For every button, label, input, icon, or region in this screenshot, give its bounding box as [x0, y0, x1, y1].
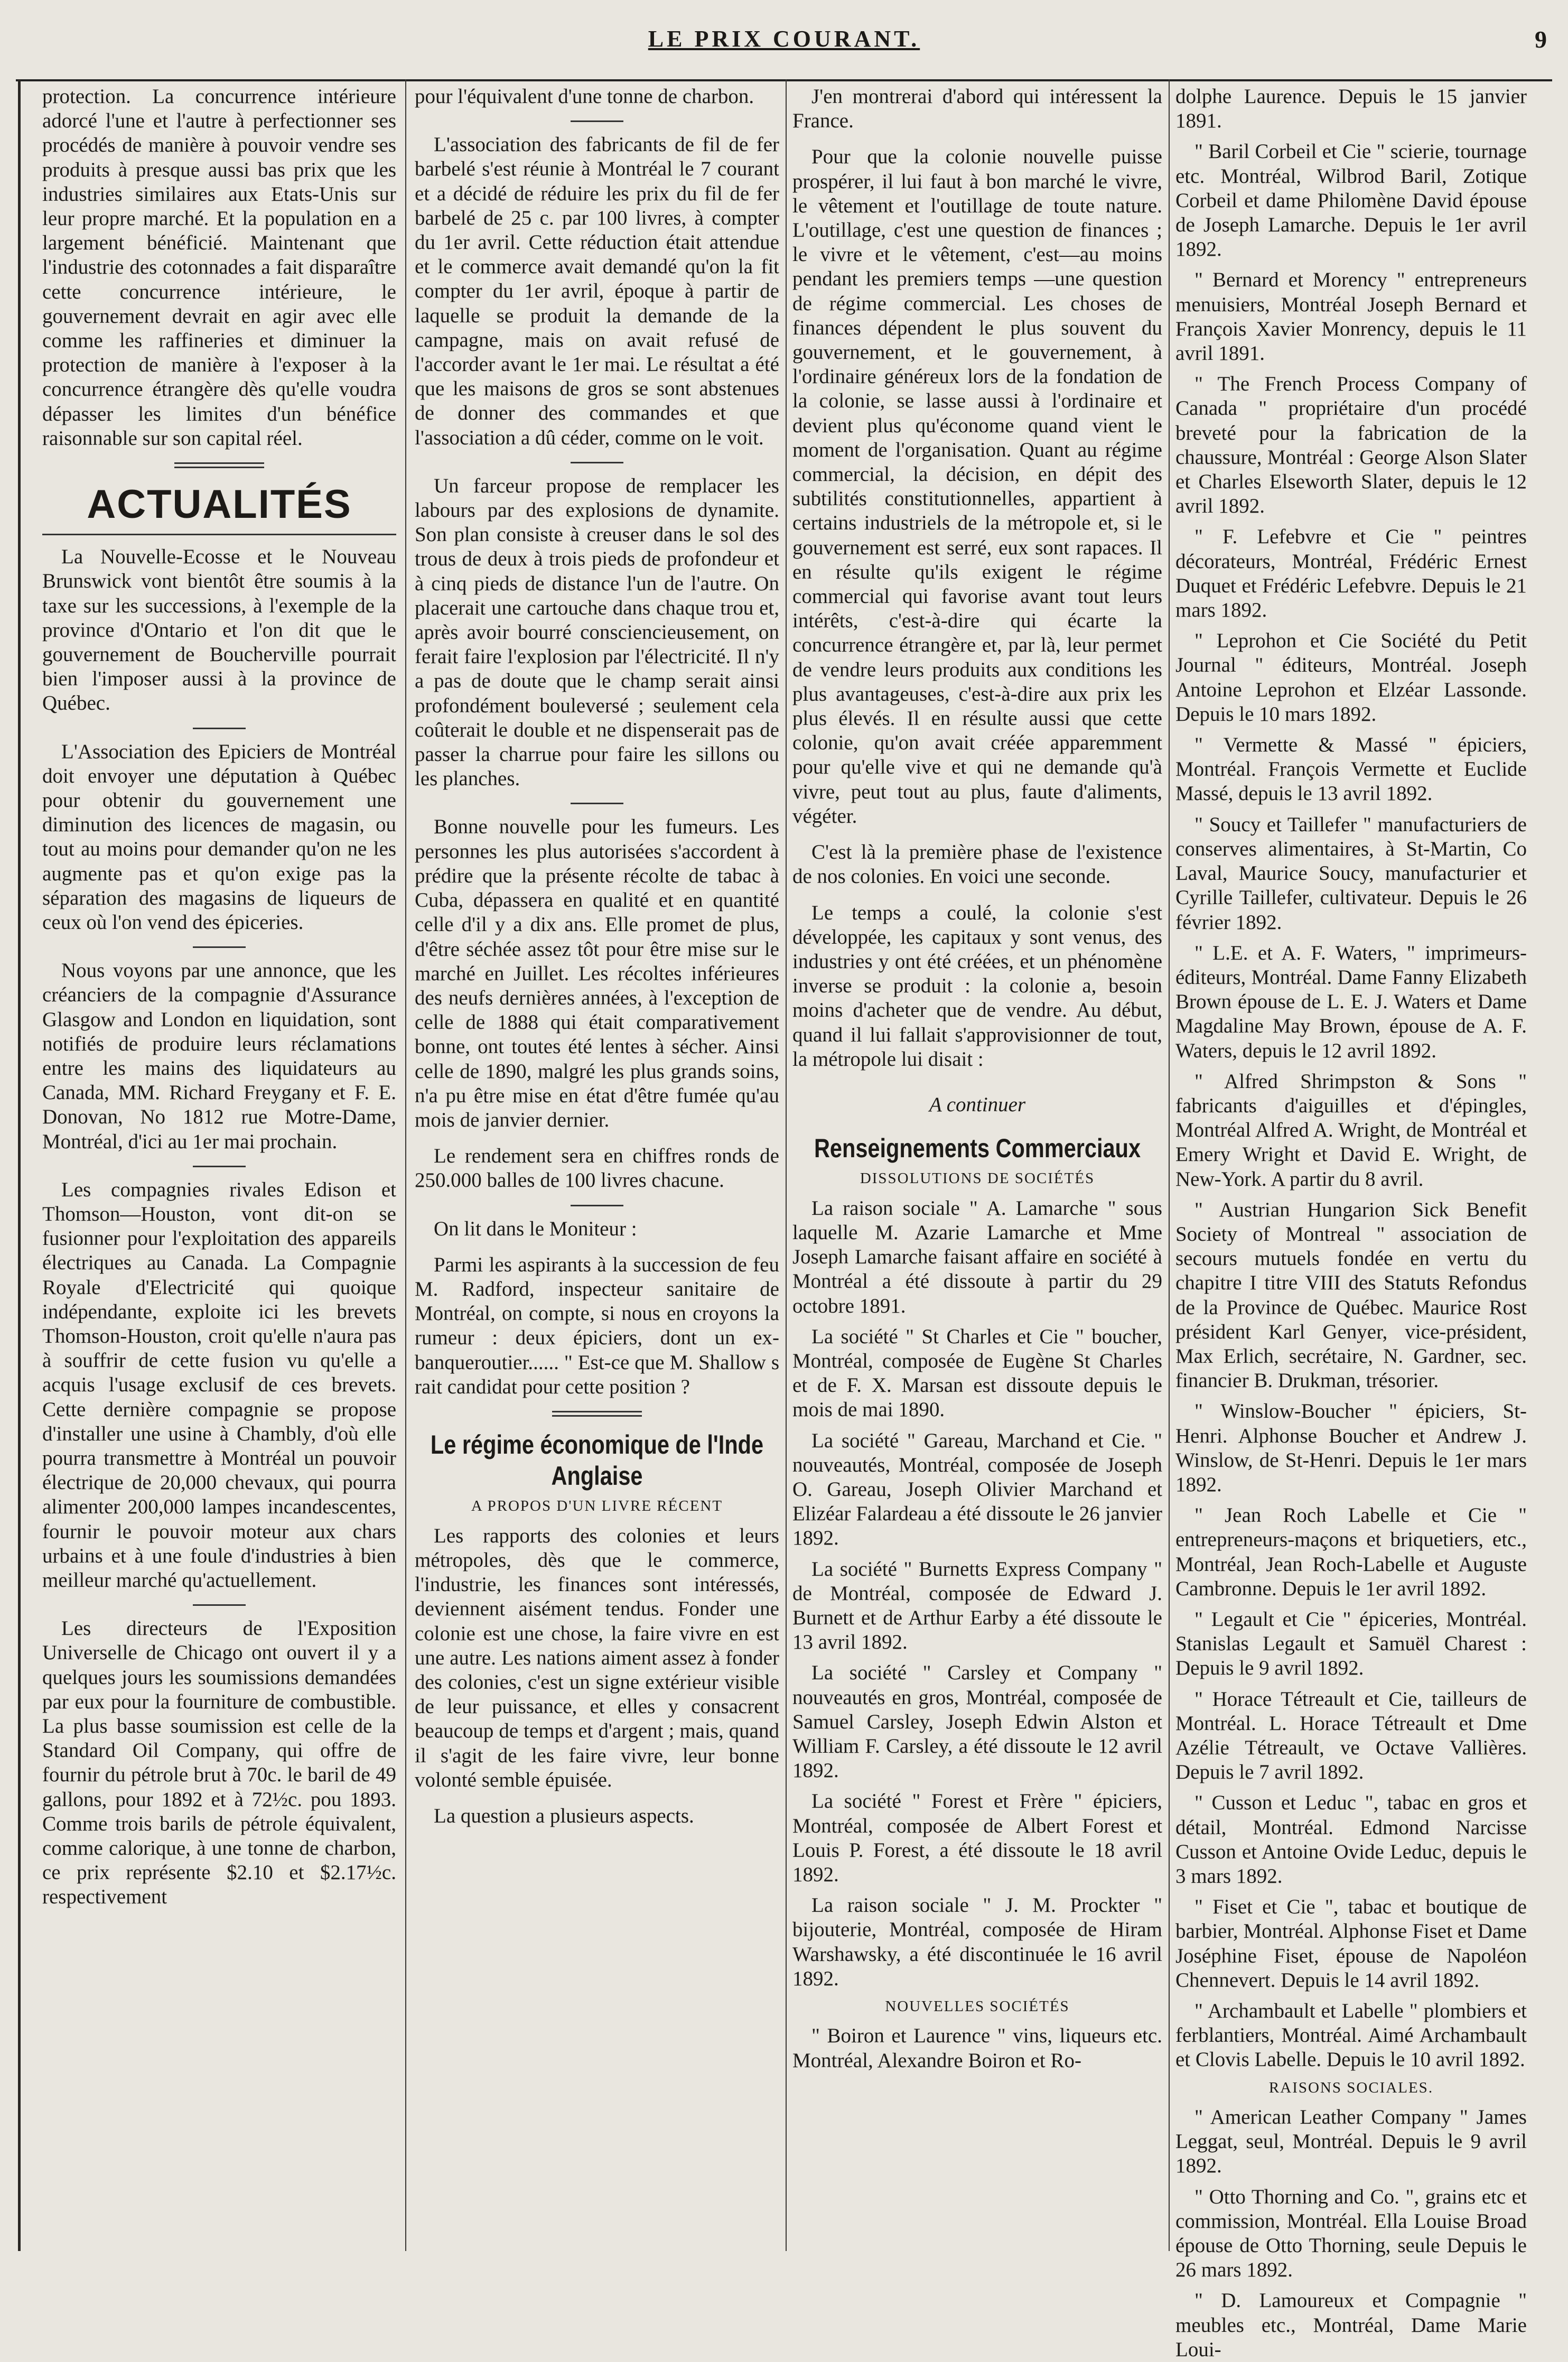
column-rule — [405, 79, 406, 2251]
news-paragraph: Nous voyons par une annonce, que les créanciers de la compagnie d'Assurance Glasgow and London en liquidation, sont notifiés de produire leurs réclamations entre les mains des liquidateurs au Canada, MM. Richard Freygany et F. E. Donovan, No 1812 rue Motre-Dame, Montréal, d'ici au 1er mai prochain. — [42, 959, 396, 1153]
listing-entry: " Vermette & Massé " épiciers, Montréal. François Vermette et Euclide Massé, depuis le 13 avril 1892. — [1175, 733, 1527, 805]
masthead — [16, 16, 1552, 81]
separator — [193, 946, 246, 948]
subsection-heading-raisons-sociales: RAISONS SOCIALES. — [1268, 2079, 1434, 2096]
column-3 — [792, 85, 1162, 2240]
listing-entry: " Soucy et Taillefer " manufacturiers de conserves alimentaires, à St-Martin, Co Laval, Maurice Soucy, manufacturier et Cyrille Taillefer, cultivateur. Depuis le 26 février 1892. — [1175, 813, 1527, 934]
separator — [571, 120, 623, 122]
listing-entry: " Otto Thorning and Co. ", grains etc et commission, Montréal. Ella Louise Broad épouse de Otto Thorning, seule Depuis le 26 mars 1892. — [1175, 2185, 1527, 2282]
listing-entry: " Archambault et Labelle " plombiers et ferblantiers, Montréal. Aimé Archambault et Clovis Labelle. Depuis le 10 avril 1892. — [1175, 2000, 1527, 2071]
article-paragraph: protection. La concurrence intérieure adorcé l'une et l'autre à perfectionner ses procédés de manière à pouvoir vendre ses produits à presque aussi bas prix que les industries similaires aux Etats-Unis sur leur propre marché. Et la population en a largement bénéficié. Maintenant que l'industrie des cotonnades a fait disparaître cette concurrence intérieure, le gouvernement devrait en agir avec elle comme les raffineries et diminuer la protection de manière à l'exposer à la concurrence étrangère dès qu'elle voudra dépasser les limites d'un bénéfice raisonnable sur son capital réel. — [42, 85, 396, 450]
article-paragraph: Les rapports des colonies et leurs métropoles, dès que le commerce, l'industrie, les finances sont intéressés, deviennent aisément tendus. Fonder une colonie est une chose, la faire vivre en est une autre. Les nations aiment assez à fonder des colonies, c'est un signe extérieur visible de leur puissance, et elles y consacrent beaucoup de temps et d'argent ; mais, quand il s'agit de les faire vivre, leur bonne volonté semble épuisée. — [415, 1524, 779, 1791]
newspaper-title: LE PRIX COURANT. — [648, 26, 920, 52]
listing-entry: " F. Lefebvre et Cie " peintres décorateurs, Montréal, Frédéric Ernest Duquet et Frédéric Lefebvre. Depuis le 21 mars 1892. — [1175, 525, 1527, 622]
listing-entry: " Leprohon et Cie Société du Petit Journal " éditeurs, Montréal. Joseph Antoine Leprohon et Elzéar Lassonde. Depuis le 10 mars 1892. — [1175, 629, 1527, 726]
separator — [571, 1205, 623, 1206]
left-margin-rule — [18, 79, 21, 2251]
news-paragraph: Parmi les aspirants à la succession de feu M. Radford, inspecteur sanitaire de Montréal, on compte, si nous en croyons la rumeur : deux épiciers, dont un ex-banqueroutier...... " Est-ce que M. Shallow s rait candidat pour cette position ? — [415, 1253, 779, 1398]
listing-entry: dolphe Laurence. Depuis le 15 janvier 1891. — [1175, 85, 1527, 133]
column-4 — [1175, 85, 1527, 2361]
article-paragraph: La question a plusieurs aspects. — [434, 1805, 694, 1828]
listing-entry: " Alfred Shrimpston & Sons " fabricants d'aiguilles et d'épingles, Montréal Alfred A. Wright, de Montréal et Emery Wright et David E. Wright, de New-York. A partir du 8 avril. — [1175, 1070, 1527, 1191]
column-rule — [786, 79, 787, 2251]
article-heading-inde: Le régime économique de l'Inde Anglaise — [430, 1429, 764, 1491]
separator — [193, 1166, 246, 1167]
news-paragraph: L'association des fabricants de fil de fer barbelé s'est réunie à Montréal le 7 courant et a décidé de réduire les prix du fil de fer barbelé de 25 c. par 100 livres, à compter du 1er avril. Cette réduction était attendue et le commerce avait demandé qu'on la fit compter du 1er avril, époque à partir de laquelle se produit la demande de la campagne, mais on avait refusé de l'accorder avant le 1er mai. Le résultat a été que les maisons de gros se sont abstenues de donner des commandes et que l'association a dû céder, comme on le voit. — [415, 133, 779, 449]
separator — [571, 462, 623, 463]
column-2 — [415, 85, 779, 2240]
separator — [193, 728, 246, 729]
subsection-heading-nouvelles-societes: NOUVELLES SOCIÉTÉS — [885, 1998, 1070, 2015]
listing-entry: " Winslow-Boucher " épiciers, St-Henri. Alphonse Boucher et Andrew J. Winslow, de St-Henri. Depuis le 1er mars 1892. — [1175, 1400, 1527, 1496]
listing-entry: " Legault et Cie " épiceries, Montréal. Stanislas Legault et Samuël Charest : Depuis le 9 avril 1892. — [1175, 1607, 1527, 1680]
news-paragraph: On lit dans le Moniteur : — [434, 1217, 637, 1240]
listing-entry: La société " Gareau, Marchand et Cie. " nouveautés, Montréal, composée de Joseph O. Gareau, Joseph Olivier Marchand et Elizéar Falardeau a été dissoute le 26 janvier 1892. — [792, 1429, 1162, 1550]
listing-entry: " Boiron et Laurence " vins, liqueurs etc. Montréal, Alexandre Boiron et Ro- — [792, 2024, 1162, 2072]
listing-entry: La société " Burnetts Express Company " de Montréal, composée de Edward J. Burnett et de Arthur Earby a été dissoute le 13 avril 1892. — [792, 1557, 1162, 1654]
section-heading-actualites: ACTUALITÉS — [42, 481, 396, 535]
listing-entry: La raison sociale " A. Lamarche " sous laquelle M. Azarie Lamarche et Mme Joseph Lamarche faisant affaire en société à Montréal a été dissoute à partir du 29 octobre 1891. — [792, 1196, 1162, 1317]
listing-entry: " D. Lamoureux et Compagnie " meubles etc., Montréal, Dame Marie Loui- — [1175, 2289, 1527, 2361]
listing-entry: " Austrian Hungarion Sick Benefit Society of Montreal " association de secours mutuels fondée en vertu du chapitre I titre VIII des Statuts Refondus de la Province de Québec. Maurice Rost président Karl Genyer, vice-président, Max Erlich, secrétaire, N. Gardner, sec. financier B. Drukman, trésorier. — [1175, 1198, 1527, 1392]
listing-entry: " Horace Tétreault et Cie, tailleurs de Montréal. L. Horace Tétreault et Dme Azélie Tétreault, ve Octave Vallières. Depuis le 7 avril 1892. — [1175, 1687, 1527, 1784]
listing-entry: " Cusson et Leduc ", tabac en gros et détail, Montréal. Edmond Narcisse Cusson et Antoine Ovide Leduc, depuis le 3 mars 1892. — [1175, 1791, 1527, 1888]
news-paragraph: Bonne nouvelle pour les fumeurs. Les personnes les plus autorisées s'accordent à prédire que la présente récolte de tabac à Cuba, dépassera en qualité et en quantité celle d'il y a dix ans. Elle promet de plus, d'être séchée assez tôt pour être mise sur le marché en Juillet. Les récoltes inférieures des neufs dernières années, à l'exception de celle de 1888 qui était comparativement bonne, ont toutes été lentes à sécher. Ainsi celle de 1890, malgré les plus grands soins, n'a pu être mise en état d'être fumée qu'au mois de janvier dernier. — [415, 815, 779, 1131]
article-paragraph: C'est là la première phase de l'existence de nos colonies. En voici une seconde. — [792, 841, 1162, 888]
listing-entry: La société " Carsley et Company " nouveautés en gros, Montréal, composée de Samuel Carsley, Joseph Edwin Alston et William F. Carsley, a été dissoute le 12 avril 1892. — [792, 1661, 1162, 1782]
column-1 — [42, 85, 396, 2240]
listing-entry: " L.E. et A. F. Waters, " imprimeurs-éditeurs, Montréal. Dame Fanny Elizabeth Brown épouse de L. E. J. Waters et Dame Magdaline May Brown, épouse de A. F. Waters, depuis le 12 avril 1892. — [1175, 941, 1527, 1062]
separator — [193, 1604, 246, 1606]
page-number: 9 — [1535, 26, 1547, 53]
news-paragraph: Les compagnies rivales Edison et Thomson—Houston, vont dit-on se fusionner pour l'exploitation des appareils électriques au Canada. La Compagnie Royale d'Electricité qui quoique indépendante, exploite ici les brevets Thomson-Houston, croit qu'elle n'aura pas à souffrir de cette fusion vu qu'elle a acquis l'usage exclusif de ces brevets. Cette dernière compagnie se propose d'installer une usine à Chambly, d'où elle pourra transmettre à Montréal un pouvoir électrique de 20,000 chevaux, qui pourra alimenter 200,000 lampes incandescentes, fournir le pouvoir moteur aux chars urbains et à une foule d'industries à bien meilleur marché qu'actuellement. — [42, 1178, 396, 1592]
article-paragraph: J'en montrerai d'abord qui intéressent la France. — [792, 85, 1162, 133]
listing-entry: " Jean Roch Labelle et Cie " entrepreneurs-maçons et briquetiers, etc., Montréal, Jean Roch-Labelle et Auguste Cambronne. Depuis le 1er avril 1892. — [1175, 1504, 1527, 1600]
listing-entry: " Bernard et Morency " entrepreneurs menuisiers, Montréal Joseph Bernard et François Xavier Monrency, depuis le 11 avril 1891. — [1175, 268, 1527, 365]
news-paragraph: pour l'équivalent d'une tonne de charbon. — [415, 85, 754, 108]
listing-entry: La raison sociale " J. M. Prockter " bijouterie, Montréal, composée de Hiram Warshawsky, a été discontinuée le 16 avril 1892. — [792, 1894, 1162, 1990]
news-paragraph: Un farceur propose de remplacer les labours par des explosions de dynamite. Son plan consiste à creuser dans le sol des trous de deux à trois pieds de profondeur et à cinq pieds de distance l'un de l'autre. On placerait une cartouche dans chaque trou et, après avoir bourré consciencieusement, on ferait faire l'explosion par l'électricité. Il n'y a pas de doute que le champ serait ainsi profondément bouleversé ; seulement cela coûterait le double et ne dispenserait pas de passer la charrue pour faire les sillons ou les planches. — [415, 474, 779, 791]
listing-entry: " American Leather Company " James Leggat, seul, Montréal. Depuis le 9 avril 1892. — [1175, 2106, 1527, 2178]
news-paragraph: La Nouvelle-Ecosse et le Nouveau Brunswick vont bientôt être soumis à la taxe sur les successions, à l'exemple de la province d'Ontario et l'on dit que le gouvernement de Boucherville pourrait bien l'imposer aussi à la province de Québec. — [42, 545, 396, 715]
column-rule — [1169, 79, 1170, 2251]
listing-entry: La société " St Charles et Cie " boucher, Montréal, composée de Eugène St Charles et de F. X. Marsan est dissoute depuis le mois de mai 1890. — [792, 1325, 1162, 1421]
news-paragraph: L'Association des Epiciers de Montréal doit envoyer une députation à Québec pour obtenir du gouvernement une diminution des licences de magasin, ou tout au moins pour demander qu'on ne les augmente pas et qu'on exige pas la séparation des magasins de liqueurs de ceux où l'on vend des épiceries. — [42, 740, 396, 934]
article-subheading: A PROPOS D'UN LIVRE RÉCENT — [471, 1498, 723, 1515]
article-paragraph: Le temps a coulé, la colonie s'est développée, les capitaux y sont venus, des industries y ont été créées, et un phénomène inverse se produit : la colonie a, besoin moins d'acheter que de vendre. Au début, quand il lui fallait s'approvisionner de tout, la métropole lui disait : — [792, 901, 1162, 1071]
listing-entry: La société " Forest et Frère " épiciers, Montréal, composée de Albert Forest et Louis P. Forest, a été dissoute le 18 avril 1892. — [792, 1790, 1162, 1886]
news-paragraph: Le rendement sera en chiffres ronds de 250.000 balles de 100 livres chacune. — [415, 1145, 779, 1192]
listing-entry: " Fiset et Cie ", tabac et boutique de barbier, Montréal. Alphonse Fiset et Dame Joséphine Fiset, épouse de Napoléon Chennevert. Depuis le 14 avril 1892. — [1175, 1895, 1527, 1992]
section-heading-renseignements: Renseignements Commerciaux — [814, 1133, 1141, 1164]
listing-entry: " Baril Corbeil et Cie " scierie, tournage etc. Montréal, Wilbrod Baril, Zotique Corbeil et dame Philomène David épouse de Joseph Lamarche. Depuis le 1er avril 1892. — [1175, 140, 1527, 261]
separator — [174, 462, 264, 468]
subsection-heading-dissolutions: DISSOLUTIONS DE SOCIÉTÉS — [860, 1170, 1095, 1187]
separator — [571, 803, 623, 804]
continued-note: A continuer — [929, 1093, 1026, 1116]
news-paragraph: Les directeurs de l'Exposition Universelle de Chicago ont ouvert il y a quelques jours les soumissions demandées par eux pour la fourniture de combustible. La plus basse soumission est celle de la Standard Oil Company, qui offre de fournir du pétrole brut à 70c. le baril de 49 gallons, pour 1892 et à 72½c. pou 1893. Comme trois barils de pétrole équivalent, comme calorique, à une tonne de charbon, ce prix représente $2.10 et $2.17½c. respectivement — [42, 1617, 396, 1909]
listing-entry: " The French Process Company of Canada " propriétaire d'un procédé breveté pour la fabrication de la chaussure, Montréal : George Alson Slater et Charles Elseworth Slater, depuis le 12 avril 1892. — [1175, 373, 1527, 518]
separator — [552, 1411, 642, 1417]
article-paragraph: Pour que la colonie nouvelle puisse prospérer, il lui faut à bon marché le vivre, le vêtement et l'outillage de toute nature. L'outillage, c'est une question de finances ; le vivre et le vêtement, c'est—au moins pendant les premiers temps —une question de régime commercial. Les choses de finances dépendent le plus souvent du gouvernement, et le gouvernement, à l'ordinaire généreux lors de la fondation de la colonie, se lasse aussi à l'ordinaire et devient plus qu'économe quand vient le moment de l'organisation. Quant au régime commercial, la décision, en dépit des subtilités constitutionnelles, appartient à certains industriels de la métropole et, si le gouvernement est serré, eux sont rapaces. Il en résulte qu'ils exigent le régime commercial qui favorise avant tout leurs intérêts, c'est-à-dire qui écarte la concurrence étrangère et, par là, leur permet de vendre leurs produits aux conditions les plus avantageuses, c'est-à-dire aux prix les plus élevés. Il en résulte aussi que cette colonie, qu'on avait créée apparemment pour qu'elle vive et qui ne demande qu'à vivre, peut tout au plus, faute d'aliments, végéter. — [792, 145, 1162, 827]
